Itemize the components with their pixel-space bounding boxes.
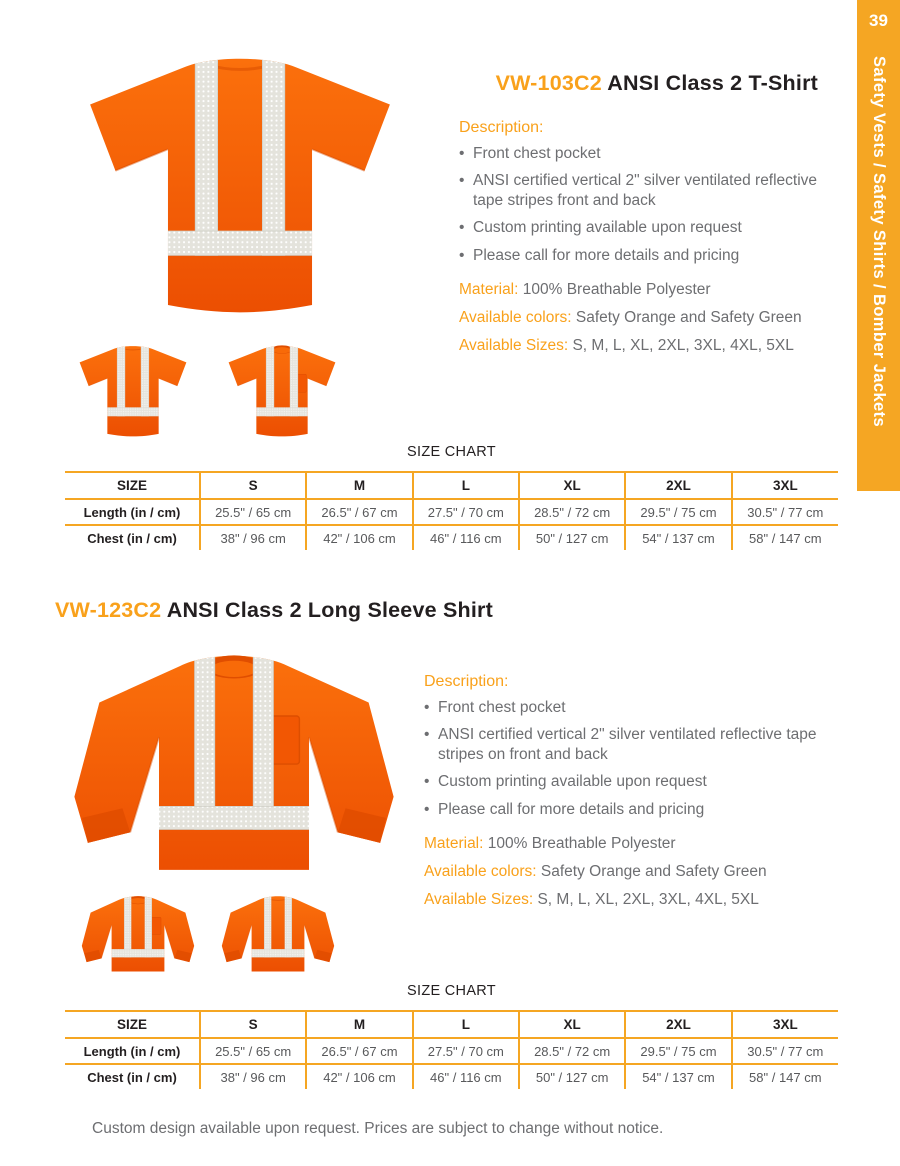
table-cell: 50" / 127 cm [519,525,625,550]
bullet-item: • Custom printing available upon request [424,772,828,792]
product1-material-line [459,280,833,299]
header-cell: L [413,1011,519,1038]
table-cell: 25.5" / 65 cm [200,1038,306,1064]
material-label: Material: [459,280,519,298]
product1-sizes-line [459,336,833,355]
product2-size-chart-table [65,1010,838,1089]
table-cell: 30.5" / 77 cm [732,499,838,525]
colors-label: Available colors: [459,309,572,327]
table-cell: 29.5" / 75 cm [625,499,731,525]
colors-value: Safety Orange and Safety Green [575,309,802,327]
product2-title [55,598,493,623]
longsleeve-back-thumbnail [212,891,344,979]
bullet-item: • ANSI certified vertical 2" silver ventilated reflective tape stripes on front and back [424,725,828,765]
bullet-item: • Custom printing available upon request [459,218,833,238]
header-cell: SIZE [65,1011,200,1038]
header-cell: 3XL [732,1011,838,1038]
header-cell: SIZE [65,472,200,499]
product1-title [496,71,818,96]
page-number: 39 [869,11,888,30]
tshirt-front-thumbnail [219,343,345,447]
side-tab-label: Safety Vests / Safety Shirts / Bomber Jackets [870,56,888,428]
header-cell: M [306,1011,412,1038]
header-cell: XL [519,472,625,499]
product1-size-chart-title: SIZE CHART [407,444,496,460]
bullet-item: • Please call for more details and pricing [424,800,828,820]
header-cell: 2XL [625,1011,731,1038]
header-cell: 3XL [732,472,838,499]
product2-name: ANSI Class 2 Long Sleeve Shirt [166,598,493,622]
tshirt-back-photo [62,50,418,342]
row-label: Length (in / cm) [65,1038,200,1064]
table-cell: 46" / 116 cm [413,1064,519,1089]
product2-code: VW-123C2 [55,598,162,622]
product1-name: ANSI Class 2 T-Shirt [607,71,818,95]
product2-bullet-list [424,698,828,820]
product2-material-line [424,834,828,853]
table-cell: 58" / 147 cm [732,525,838,550]
product1-bullet-list [459,144,833,266]
table-cell: 30.5" / 77 cm [732,1038,838,1064]
table-cell: 54" / 137 cm [625,525,731,550]
bullet-item: • Please call for more details and pricing [459,246,833,266]
header-cell: S [200,472,306,499]
table-row [65,499,838,525]
bullet-item: • Front chest pocket [424,698,828,718]
header-cell: 2XL [625,472,731,499]
footer-note: Custom design available upon request. Prices are subject to change without notice. [92,1120,664,1137]
bullet-item: • Front chest pocket [459,144,833,164]
product1-size-chart-table [65,471,838,550]
table-header-row [65,1011,838,1038]
colors-value: Safety Orange and Safety Green [540,863,767,881]
colors-label: Available colors: [424,863,537,881]
product2-details [424,673,828,910]
table-cell: 38" / 96 cm [200,1064,306,1089]
table-cell: 50" / 127 cm [519,1064,625,1089]
table-cell: 42" / 106 cm [306,1064,412,1089]
table-cell: 27.5" / 70 cm [413,499,519,525]
table-cell: 54" / 137 cm [625,1064,731,1089]
table-cell: 42" / 106 cm [306,525,412,550]
header-cell: S [200,1011,306,1038]
product1-details [459,119,833,356]
product2-colors-line [424,862,828,881]
header-cell: M [306,472,412,499]
sizes-value: S, M, L, XL, 2XL, 3XL, 4XL, 5XL [537,891,759,909]
table-row [65,1038,838,1064]
row-label: Length (in / cm) [65,499,200,525]
product2-description-label: Description: [424,673,509,690]
sizes-label: Available Sizes: [424,891,534,909]
table-cell: 26.5" / 67 cm [306,1038,412,1064]
table-row [65,525,838,550]
bullet-item: • ANSI certified vertical 2" silver ventilated reflective tape stripes front and back [459,171,833,211]
table-cell: 46" / 116 cm [413,525,519,550]
table-header-row [65,472,838,499]
table-cell: 26.5" / 67 cm [306,499,412,525]
longsleeve-front-photo [54,641,414,891]
table-cell: 27.5" / 70 cm [413,1038,519,1064]
product1-colors-line [459,308,833,327]
header-cell: L [413,472,519,499]
tshirt-back-thumbnail [68,343,198,447]
header-cell: XL [519,1011,625,1038]
sizes-label: Available Sizes: [459,337,569,355]
table-cell: 38" / 96 cm [200,525,306,550]
table-cell: 58" / 147 cm [732,1064,838,1089]
table-cell: 28.5" / 72 cm [519,1038,625,1064]
product1-code: VW-103C2 [495,71,602,95]
product2-size-chart-title: SIZE CHART [407,983,496,999]
product1-description-label: Description: [459,119,544,136]
table-cell: 25.5" / 65 cm [200,499,306,525]
row-label: Chest (in / cm) [65,525,200,550]
longsleeve-front-thumbnail [72,891,204,979]
sizes-value: S, M, L, XL, 2XL, 3XL, 4XL, 5XL [572,337,794,355]
row-label: Chest (in / cm) [65,1064,200,1089]
table-cell: 29.5" / 75 cm [625,1038,731,1064]
table-row [65,1064,838,1089]
material-value: 100% Breathable Polyester [522,280,711,298]
side-tab [857,0,900,491]
material-value: 100% Breathable Polyester [487,834,676,852]
table-cell: 28.5" / 72 cm [519,499,625,525]
product2-sizes-line [424,890,828,909]
material-label: Material: [424,834,484,852]
